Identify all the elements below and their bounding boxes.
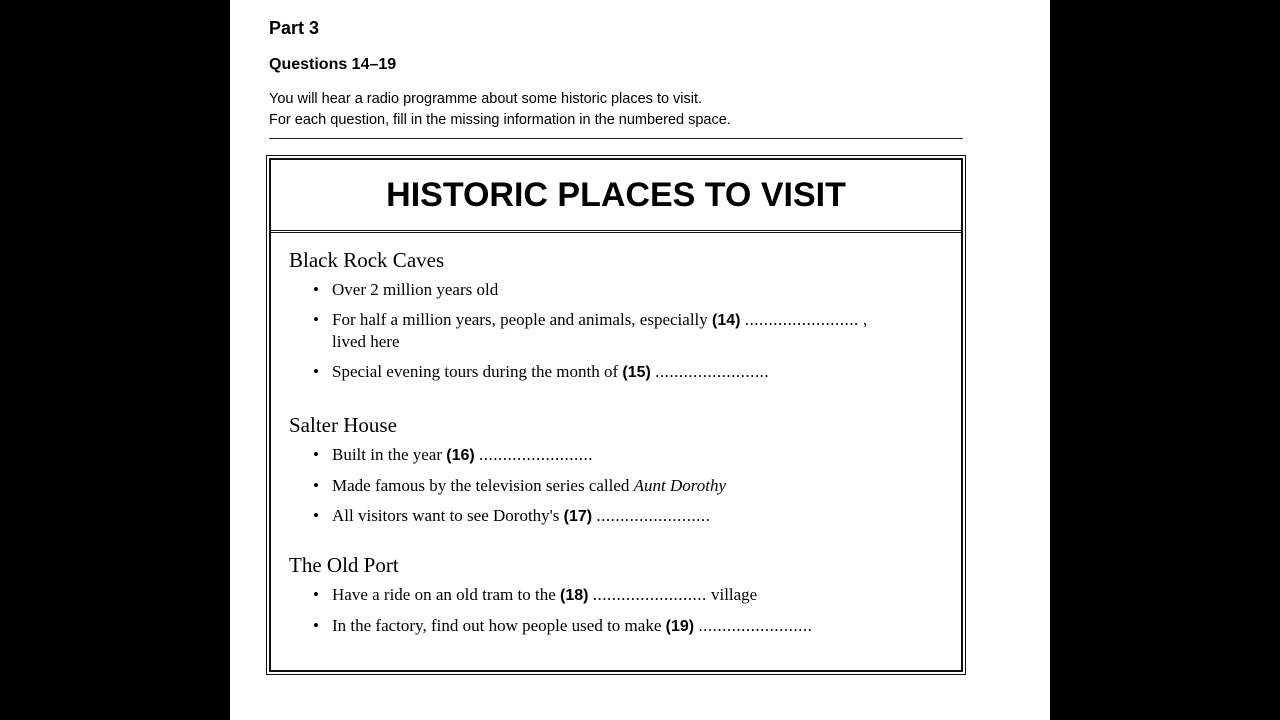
exam-page [230,0,1050,720]
list-item [332,505,943,527]
question-number: (17) [563,508,593,525]
list-item [332,475,943,496]
item-text: For half a million years, people and animals, especially [332,310,713,329]
instruction-line-2: For each question, fill in the missing information in the numbered space. [269,112,731,128]
series-title: Aunt Dorothy [633,476,727,495]
section-old-port [289,553,943,646]
bullet-list [289,279,943,383]
questions-heading: Questions 14–19 [269,56,397,73]
list-item [332,309,943,352]
question-number: (15) [622,364,651,381]
question-number: (19) [665,618,695,635]
item-text: Over 2 million years old [332,280,499,299]
box-title-row [271,160,961,233]
box-title: HISTORIC PLACES TO VISIT [386,175,846,214]
answer-blank[interactable]: ........................ [655,362,770,381]
divider-rule [269,138,963,139]
section-heading: Salter House [289,413,397,437]
answer-blank[interactable]: ........................ [596,506,711,525]
list-item [332,361,943,383]
answer-blank[interactable]: ........................ [744,310,859,329]
list-item [332,615,943,637]
question-number: (18) [560,587,589,604]
item-text: In the factory, find out how people used to make [332,616,666,635]
question-number: (16) [446,447,475,464]
answer-blank[interactable]: ........................ [478,445,593,464]
answer-blank[interactable]: ........................ [698,616,813,635]
question-number: (14) [712,312,741,329]
item-text-after: village [706,585,758,604]
answer-blank[interactable]: ........................ [592,585,707,604]
section-black-rock-caves [289,248,943,392]
item-text-line2: lived here [332,332,400,351]
item-text-after: , [858,310,868,329]
instructions [269,89,731,131]
section-salter-house [289,413,943,536]
item-text: Made famous by the television series called [332,476,634,495]
instruction-line-1: You will hear a radio programme about some historic places to visit. [269,91,703,107]
bullet-list [289,444,943,527]
section-heading: The Old Port [289,553,399,577]
part-heading: Part 3 [269,18,320,38]
list-item [332,279,943,300]
item-text: All visitors want to see Dorothy's [332,506,564,525]
list-item [332,444,943,466]
list-item [332,584,943,606]
item-text: Special evening tours during the month of [332,362,623,381]
bullet-list [289,584,943,637]
item-text: Built in the year [332,445,447,464]
notes-box [269,158,963,672]
item-text: Have a ride on an old tram to the [332,585,561,604]
section-heading: Black Rock Caves [289,248,445,272]
